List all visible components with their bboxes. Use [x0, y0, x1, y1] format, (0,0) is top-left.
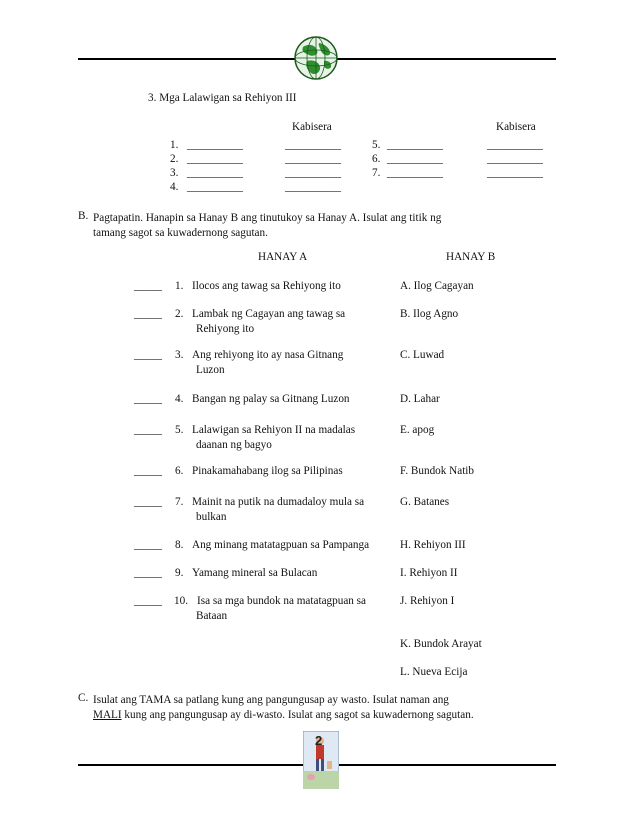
- globe-icon: [293, 35, 339, 81]
- choice-item: A. Ilog Cagayan: [400, 280, 474, 292]
- item-number: 5.: [175, 424, 184, 436]
- answer-blank[interactable]: __________: [387, 139, 443, 151]
- capital-blank[interactable]: __________: [285, 153, 341, 165]
- capital-blank[interactable]: __________: [285, 139, 341, 151]
- choice-item: C. Luwad: [400, 349, 445, 361]
- choice-item: E. apog: [400, 424, 435, 436]
- answer-blank[interactable]: __________: [387, 153, 443, 165]
- answer-blank[interactable]: _____: [134, 539, 162, 551]
- item-text: Ilocos ang tawag sa Rehiyong ito: [192, 280, 341, 292]
- item-text: Ang minang matatagpuan sa Pampanga: [192, 539, 370, 551]
- item-number: 7.: [175, 496, 184, 508]
- footer-badge: [303, 731, 339, 789]
- answer-blank[interactable]: _____: [134, 496, 162, 508]
- page-number: 2: [315, 733, 323, 748]
- capital-blank[interactable]: __________: [285, 167, 341, 179]
- choice-item: G. Batanes: [400, 496, 450, 508]
- capital-blank[interactable]: __________: [487, 139, 543, 151]
- choice-item: D. Lahar: [400, 393, 440, 405]
- mali-word: MALI: [93, 709, 122, 721]
- item-number: 6.: [175, 465, 184, 477]
- item-number: 1.: [175, 280, 184, 292]
- section-b-line2: tamang sagot sa kuwadernong sagutan.: [93, 227, 268, 239]
- item-number: 2.: [175, 308, 184, 320]
- section-c-line2: kung ang pangungusap ay di-wasto. Isulat ang sagot sa kuwadernong sagutan.: [121, 709, 474, 721]
- choice-item: J. Rehiyon I: [400, 595, 455, 607]
- answer-blank[interactable]: __________: [187, 167, 243, 179]
- answer-blank[interactable]: _____: [134, 424, 162, 436]
- kabisera-header-left: Kabisera: [292, 121, 332, 133]
- capital-blank[interactable]: __________: [285, 181, 341, 193]
- row-num: 6.: [372, 153, 381, 165]
- answer-blank[interactable]: _____: [134, 349, 162, 361]
- choice-item: F. Bundok Natib: [400, 465, 475, 477]
- answer-blank[interactable]: __________: [187, 181, 243, 193]
- item-text-continued: Rehiyong ito: [196, 323, 255, 335]
- answer-blank[interactable]: __________: [187, 139, 243, 151]
- item-text: Lambak ng Cagayan ang tawag sa: [192, 308, 346, 320]
- answer-blank[interactable]: _____: [134, 393, 162, 405]
- answer-blank[interactable]: _____: [134, 567, 162, 579]
- item-text-continued: bulkan: [196, 511, 227, 523]
- row-num: 7.: [372, 167, 381, 179]
- row-num: 4.: [170, 181, 179, 193]
- item-text: Isa sa mga bundok na matatagpuan sa: [197, 595, 367, 607]
- capital-blank[interactable]: __________: [487, 153, 543, 165]
- hanay-b-heading: HANAY B: [446, 251, 496, 263]
- answer-blank[interactable]: _____: [134, 280, 162, 292]
- item-text-continued: daanan ng bagyo: [196, 439, 272, 451]
- choice-item: I. Rehiyon II: [400, 567, 458, 579]
- row-num: 1.: [170, 139, 179, 151]
- row-num: 3.: [170, 167, 179, 179]
- choice-item: B. Ilog Agno: [400, 308, 459, 320]
- section-b-instruction: [93, 211, 547, 241]
- row-num: 5.: [372, 139, 381, 151]
- section-c-line1: Isulat ang TAMA sa patlang kung ang pangungusap ay wasto. Isulat naman ang: [93, 694, 449, 706]
- item-text-continued: Luzon: [196, 364, 225, 376]
- choice-item: K. Bundok Arayat: [400, 638, 482, 650]
- item-text-continued: Bataan: [196, 610, 228, 622]
- item-number: 9.: [175, 567, 184, 579]
- section-c-label: C.: [78, 692, 89, 704]
- section-c-instruction: [93, 693, 547, 723]
- item-text: Ang rehiyong ito ay nasa Gitnang: [192, 349, 344, 361]
- row-num: 2.: [170, 153, 179, 165]
- answer-blank[interactable]: __________: [187, 153, 243, 165]
- choice-item: L. Nueva Ecija: [400, 666, 468, 678]
- section-b-label: B.: [78, 210, 89, 222]
- item-text: Bangan ng palay sa Gitnang Luzon: [192, 393, 350, 405]
- kabisera-header-right: Kabisera: [496, 121, 536, 133]
- section3-title: 3. Mga Lalawigan sa Rehiyon III: [148, 92, 297, 104]
- item-number: 4.: [175, 393, 184, 405]
- item-number: 3.: [175, 349, 184, 361]
- answer-blank[interactable]: _____: [134, 308, 162, 320]
- item-number: 10.: [174, 595, 188, 607]
- item-text: Pinakamahabang ilog sa Pilipinas: [192, 465, 343, 477]
- answer-blank[interactable]: _____: [134, 465, 162, 477]
- item-text: Mainit na putik na dumadaloy mula sa: [192, 496, 365, 508]
- answer-blank[interactable]: _____: [134, 595, 162, 607]
- item-number: 8.: [175, 539, 184, 551]
- choice-item: H. Rehiyon III: [400, 539, 466, 551]
- section-b-line1: Pagtapatin. Hanapin sa Hanay B ang tinutukoy sa Hanay A. Isulat ang titik ng: [93, 212, 442, 224]
- item-text: Yamang mineral sa Bulacan: [192, 567, 318, 579]
- capital-blank[interactable]: __________: [487, 167, 543, 179]
- hanay-a-heading: HANAY A: [258, 251, 308, 263]
- item-text: Lalawigan sa Rehiyon II na madalas: [192, 424, 356, 436]
- answer-blank[interactable]: __________: [387, 167, 443, 179]
